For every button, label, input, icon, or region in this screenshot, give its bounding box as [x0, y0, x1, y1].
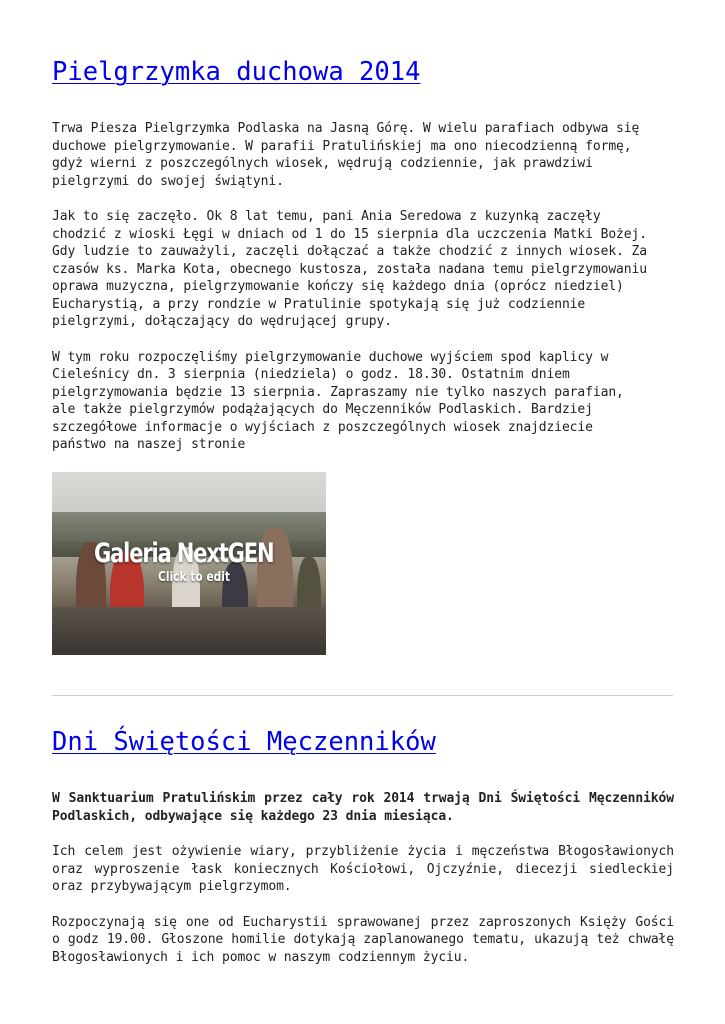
gallery-subtitle: Click to edit — [158, 569, 230, 585]
post-pielgrzymka — [52, 52, 674, 655]
post-dni-swietosci — [52, 722, 674, 984]
post-paragraph-1: W Sanktuarium Pratulińskim przez cały rok 2014 trwają Dni Świętości Męczenników Podlaskich, odbywające się każdego 23 dnia miesiąca. — [52, 791, 674, 824]
post-paragraph-3: Rozpoczynają się one od Eucharystii sprawowanej przez zaproszonych Księży Gości o godz 19.00. Głoszone homilie dotykają zaplanowanego tematu, ukazują też chwałę Błogosławionych i ich pomoc w naszym codziennym życiu. — [52, 914, 674, 965]
post-paragraph-3: W tym roku rozpoczęliśmy pielgrzymowanie duchowe wyjściem spod kaplicy w Cieleśnicy dn. 3 sierpnia (niedziela) o godz. 18.30. Ostatnim dniem pielgrzymowania będzie 13 sierpnia. Zapraszamy nie tylko naszych parafian, ale także pielgrzymów podążających do Męczenników Podlaskich. Bardziej szczegółowe informacje o wyjściach z poszczególnych wiosek znajdziecie państwo na naszej stronie — [52, 349, 624, 452]
gallery-title: Galeria NextGEN — [94, 537, 274, 569]
post-paragraph-2: Jak to się zaczęło. Ok 8 lat temu, pani Ania Seredowa z kuzynką zaczęły chodzić z wioski Łęgi w dniach od 1 do 15 sierpnia dla uczczenia Matki Bożej. Gdy ludzie to zauważyli, zaczęli dołączać a także chodzić z innych wiosek. Za czasów ks. Marka Kota, obecnego kustosza, została nadana temu pielgrzymowaniu oprawa muzyczna, pielgrzymowanie kończy się każdego dnia (oprócz niedziel) Eucharystią, a przy rondzie w Pratulinie spotykają się już codziennie pielgrzymi, dołączający do wędrującej grupy. — [52, 209, 647, 329]
post-title — [52, 52, 674, 92]
post-title-link[interactable]: Pielgrzymka duchowa 2014 — [52, 57, 421, 87]
gallery-road — [52, 607, 326, 655]
post-separator — [52, 695, 673, 696]
post-paragraph-1: Trwa Piesza Pielgrzymka Podlaska na Jasną Górę. W wielu parafiach odbywa się duchowe pielgrzymowanie. W parafii Pratulińskiej ma ono niecodzienną formę, gdyż wierni z poszczególnych wiosek, wędrują codziennie, jak prawdziwi pielgrzymi do swojej świątyni. — [52, 121, 640, 189]
post-title-link[interactable]: Dni Świętości Męczenników — [52, 727, 436, 757]
post-paragraph-2: Ich celem jest ożywienie wiary, przybliżenie życia i męczeństwa Błogosławionych oraz wyproszenie łask koniecznych Kościołowi, Ojczyźnie, diecezji siedleckiej oraz przybywającym pielgrzymom. — [52, 844, 674, 894]
post-title — [52, 722, 674, 762]
gallery-nextgen-image[interactable] — [52, 472, 326, 655]
